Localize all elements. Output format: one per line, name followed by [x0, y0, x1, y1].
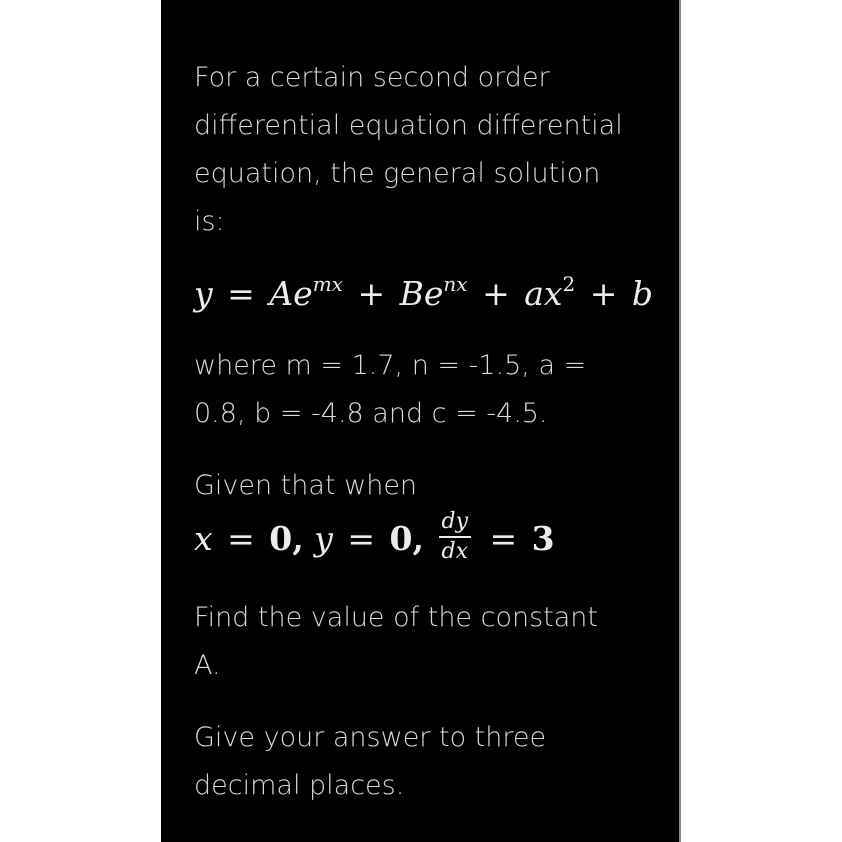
initial-conditions-equation [194, 509, 555, 568]
panel-border [679, 0, 681, 842]
condition-equals-3: = [489, 519, 518, 558]
quadratic-coefficient: a [524, 274, 544, 313]
condition-x-var: x [194, 519, 213, 558]
parameters-text: where m = 1.7, n = -1.5, a = 0.8, b = -4.8 and c = -4.5. [194, 350, 587, 429]
plus-3: + [589, 274, 618, 313]
derivative-value: 3 [531, 519, 555, 558]
solution-equals: = [227, 274, 255, 313]
solution-lhs: y [194, 274, 213, 313]
general-solution-equation [194, 272, 653, 313]
plus-1: + [357, 274, 386, 313]
derivative-denominator: dx [441, 539, 468, 564]
intro-text: For a certain second order differential equation differential equation, the general solution is: [194, 62, 623, 237]
exp-base-2: e [423, 274, 444, 313]
exponent-nx: nx [443, 272, 468, 296]
exp-base-1: e [293, 274, 313, 313]
coefficient-b-upper: B [399, 274, 424, 313]
quadratic-variable: x [543, 274, 563, 313]
coefficient-a-upper: A [269, 274, 294, 313]
derivative-fraction [439, 510, 472, 564]
constant-b: b [631, 274, 654, 313]
condition-x-value: 0, [269, 519, 304, 558]
given-label: Given that when [194, 470, 418, 501]
task-text: Find the value of the constant A. [194, 602, 598, 681]
derivative-numerator: dy [439, 510, 472, 538]
quadratic-power: 2 [562, 272, 576, 296]
condition-equals-2: = [347, 519, 376, 558]
instruction-text: Give your answer to three decimal places. [194, 722, 547, 801]
condition-equals-1: = [227, 519, 255, 558]
plus-2: + [482, 274, 510, 313]
exponent-mx: mx [312, 272, 343, 296]
condition-y-value: 0, [389, 519, 424, 558]
condition-y-var: y [314, 519, 333, 558]
